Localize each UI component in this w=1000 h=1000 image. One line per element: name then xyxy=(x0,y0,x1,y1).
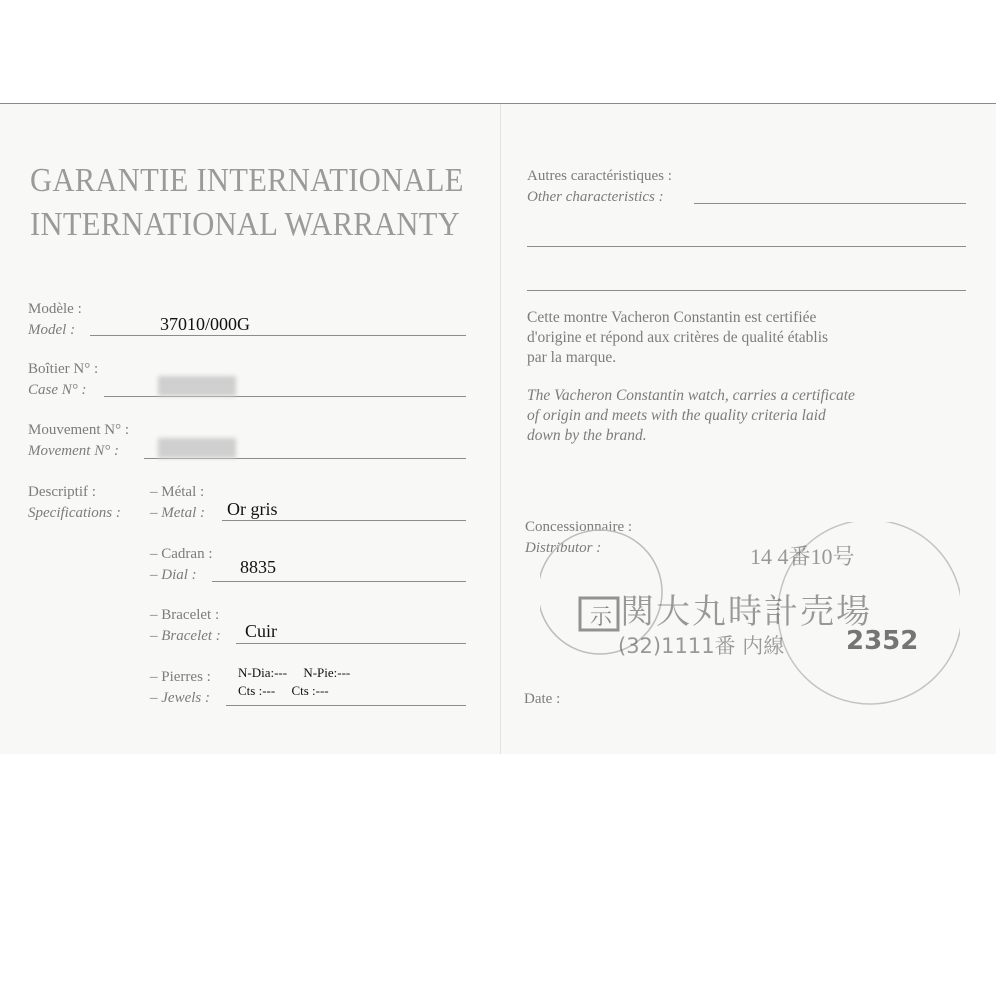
certification-en-line: of origin and meets with the quality criteria laid xyxy=(527,407,826,424)
bracelet-label xyxy=(150,605,221,647)
certification-en-line: down by the brand. xyxy=(527,427,647,444)
movement-number-redacted xyxy=(158,438,236,458)
model-line xyxy=(90,335,466,336)
certification-en-line: The Vacheron Constantin watch, carries a certificate xyxy=(527,387,855,404)
jewels-line xyxy=(226,705,466,706)
movement-label-en: Movement N° : xyxy=(28,443,119,459)
other-line-3 xyxy=(527,290,966,291)
jewels-value-line1: N-Dia:--- N-Pie:--- xyxy=(238,665,351,680)
model-label-en: Model : xyxy=(28,322,76,338)
metal-line xyxy=(222,520,466,521)
bracelet-line xyxy=(236,643,466,644)
specs-label xyxy=(28,482,121,524)
certification-fr-line: par la marque. xyxy=(527,349,617,366)
movement-line xyxy=(144,458,466,459)
case-label-fr: Boîtier N° : xyxy=(28,361,99,377)
dial-value: 8835 xyxy=(240,557,276,577)
metal-label-en: – Metal : xyxy=(150,505,205,521)
fold-line xyxy=(500,104,501,754)
dial-label xyxy=(150,544,212,586)
certification-text-en xyxy=(527,386,855,446)
distributor-label-fr: Concessionnaire : xyxy=(525,519,633,535)
stamp-extension: 2352 xyxy=(846,626,919,656)
bracelet-label-en: – Bracelet : xyxy=(150,628,221,644)
metal-label-fr: – Métal : xyxy=(150,484,205,500)
dial-label-en: – Dial : xyxy=(150,567,197,583)
jewels-label xyxy=(150,667,211,709)
model-label xyxy=(28,299,82,341)
other-characteristics-en: Other characteristics : xyxy=(527,189,664,205)
bracelet-label-fr: – Bracelet : xyxy=(150,607,220,623)
distributor-label-en: Distributor : xyxy=(525,540,602,556)
model-value: 37010/000G xyxy=(160,314,250,334)
warranty-card xyxy=(0,103,996,754)
model-label-fr: Modèle : xyxy=(28,301,82,317)
dial-line xyxy=(212,581,466,582)
certification-fr-line: Cette montre Vacheron Constantin est certifiée xyxy=(527,309,817,326)
specs-label-en: Specifications : xyxy=(28,505,121,521)
date-label: Date : xyxy=(524,691,561,707)
title-french: GARANTIE INTERNATIONALE xyxy=(30,162,464,199)
metal-label xyxy=(150,482,205,524)
jewels-label-fr: – Pierres : xyxy=(150,669,211,685)
bracelet-value: Cuir xyxy=(245,621,278,641)
stamp-store-name: 関大丸時計売場 xyxy=(620,592,872,632)
case-label xyxy=(28,359,98,401)
case-label-en: Case N° : xyxy=(28,382,87,398)
case-number-redacted xyxy=(158,376,236,396)
movement-label xyxy=(28,420,129,462)
jewels-label-en: – Jewels : xyxy=(150,690,210,706)
metal-value: Or gris xyxy=(227,499,278,519)
dealer-stamp xyxy=(540,522,960,722)
certification-fr-line: d'origine et répond aux critères de qualité établis xyxy=(527,329,829,346)
svg-text:示: 示 xyxy=(590,605,613,630)
stamp-address-line: 14 4番10号 xyxy=(750,544,855,569)
other-line-1 xyxy=(694,203,966,204)
certification-text-fr xyxy=(527,308,828,368)
dial-label-fr: – Cadran : xyxy=(150,546,213,562)
movement-label-fr: Mouvement N° : xyxy=(28,422,129,438)
other-line-2 xyxy=(527,246,966,247)
jewels-value-line2: Cts :--- Cts :--- xyxy=(238,683,329,698)
other-characteristics-fr: Autres caractéristiques : xyxy=(527,168,672,184)
other-characteristics-label xyxy=(527,166,672,208)
title-english: INTERNATIONAL WARRANTY xyxy=(30,206,461,243)
specs-label-fr: Descriptif : xyxy=(28,484,96,500)
stamp-phone-line: (32)1111番 内線 xyxy=(618,634,785,658)
case-line xyxy=(104,396,466,397)
